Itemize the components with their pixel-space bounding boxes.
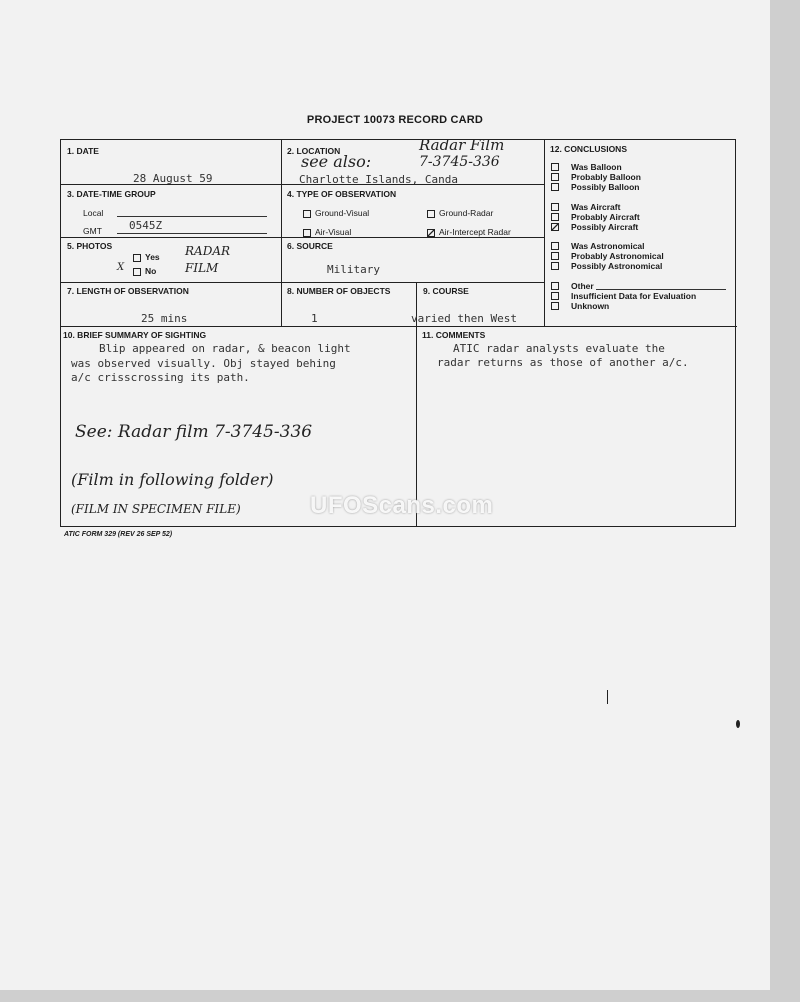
card-title: PROJECT 10073 RECORD CARD [306,114,484,126]
air-intercept-radar-option: Air-Intercept Radar [427,227,511,237]
summary-line-3: a/c crisscrossing its path. [71,371,250,384]
ground-radar-option: Ground-Radar [427,208,493,218]
watermark-logo: UFOScans.com [310,492,494,519]
number-of-objects-value: 1 [311,312,318,325]
gmt-label: GMT [83,226,102,236]
length-of-observation-value: 25 mins [141,312,188,325]
photos-no-check-mark: X [117,262,125,273]
location-handwritten-number: 7-3745-336 [419,154,500,170]
source-label: 6. SOURCE [287,241,333,251]
local-label: Local [83,208,104,218]
comments-line-2: radar returns as those of another a/c. [437,356,689,369]
summary-handwritten-film-folder: (Film in following folder) [71,470,274,489]
photos-no-option: No [133,266,156,276]
photos-yes-option: Yes [133,252,160,262]
location-label: 2. LOCATION [287,146,341,156]
summary-handwritten-see-radar-film: See: Radar film 7-3745-336 [75,422,313,442]
number-of-objects-label: 8. NUMBER OF OBJECTS [287,286,391,296]
scan-bottom-edge [0,990,800,1002]
length-of-observation-label: 7. LENGTH OF OBSERVATION [67,286,189,296]
date-value: 28 August 59 [133,172,213,185]
location-handwritten-see-also: see also: [301,152,372,171]
scan-edge [770,0,800,1002]
scan-speck [607,690,608,704]
scan-speck [736,720,740,728]
form-number-footer: ATIC FORM 329 (REV 26 SEP 52) [64,531,173,538]
type-of-observation-label: 4. TYPE OF OBSERVATION [287,189,397,199]
location-handwritten-radar-film: Radar Film [419,136,505,154]
location-value: Charlotte Islands, Canda [299,173,458,186]
photos-handwritten-film: FILM [185,261,219,275]
conclusions-label: 12. CONCLUSIONS [550,144,627,154]
ground-visual-option: Ground-Visual [303,208,369,218]
source-value: Military [327,263,380,276]
air-visual-option: Air-Visual [303,227,351,237]
comments-label: 11. COMMENTS [422,330,486,340]
photos-label: 5. PHOTOS [67,241,113,251]
record-card: 1. DATE 28 August 59 2. LOCATION Radar Film see also: 7-3745-336 Charlotte Islands, Canda 3. DATE-TIME GROUP Local GMT 0545Z 4. TYPE OF OBSERVATION Ground-Visual Ground-Radar Air-Visual Air-Intercept Radar 5. PHOTOS Yes X No RADAR FILM 6. SOURCE Military 7. LENGTH OF OBSERVATION 25 mins 8. NUMBER OF OBJECTS 1 9. COURSE varied then West 10. BRIEF SUMMARY OF SIGHTING Blip appeared on radar, & beacon light was observed visually. Obj stayed behing a/c crisscrossing its path. See: Radar film 7-3745-336 (Film in following folder) (FILM IN SPECIMEN FILE) 11. COMMENTS ATIC radar analysts evaluate the radar returns as those of another a/c. 12. CONCLUSIONS Was Balloon Probably Balloon Possibly Balloon Was Aircraft Probably Aircraft Possibly Aircraft Was Astronomical Probably Astronomical Possibly Astronomical Other Insufficient Data for Evaluation Unknown [60,139,736,527]
course-label: 9. COURSE [423,286,469,296]
date-label: 1. DATE [67,146,99,156]
summary-handwritten-specimen-file: (FILM IN SPECIMEN FILE) [71,502,241,516]
photos-handwritten-radar: RADAR [185,244,231,258]
comments-line-1: ATIC radar analysts evaluate the [453,342,665,355]
gmt-value: 0545Z [129,219,163,232]
summary-line-2: was observed visually. Obj stayed behing [71,357,336,370]
date-time-group-label: 3. DATE-TIME GROUP [67,189,156,199]
summary-line-1: Blip appeared on radar, & beacon light [99,342,351,355]
brief-summary-label: 10. BRIEF SUMMARY OF SIGHTING [63,330,207,340]
course-value: varied then West [411,312,517,325]
